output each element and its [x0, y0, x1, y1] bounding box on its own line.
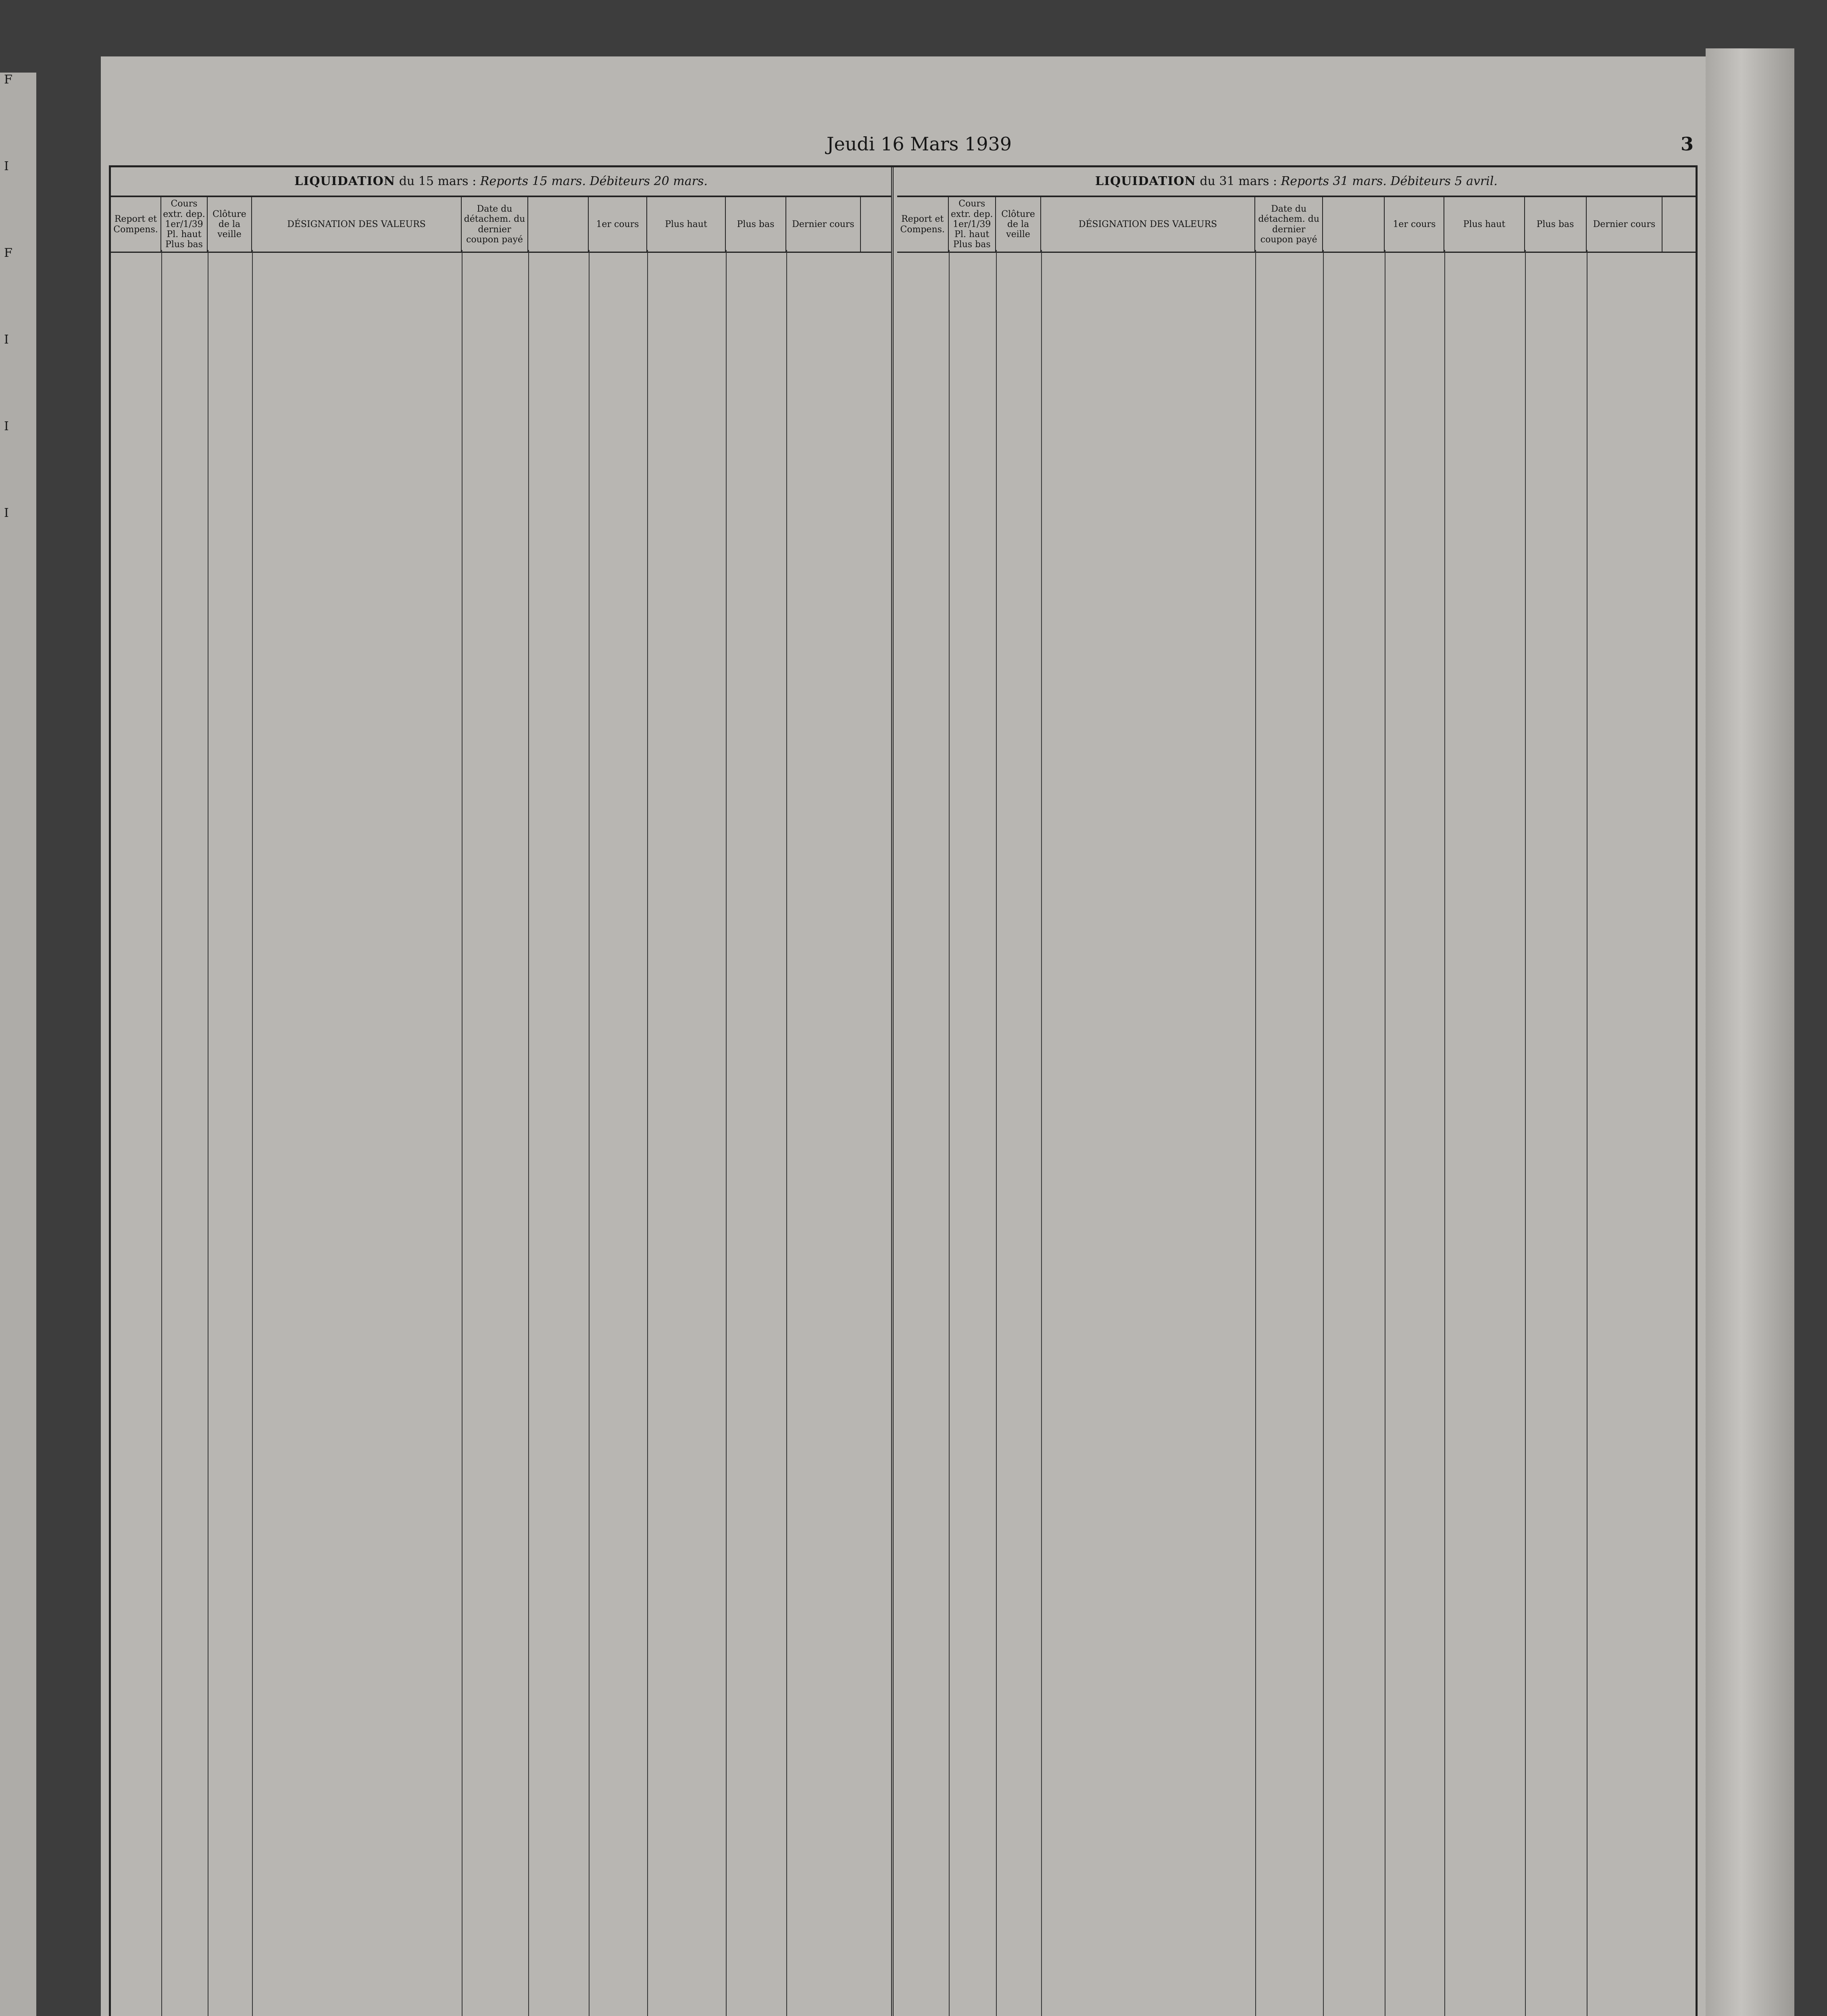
table-row	[897, 1487, 1696, 1569]
liquidation-debiteurs: Débiteurs 5 avril.	[1390, 174, 1498, 188]
column-header: 1er cours	[1385, 197, 1444, 252]
margin-mark: I	[4, 506, 9, 520]
table-row	[897, 1158, 1696, 1240]
margin-mark: I	[4, 419, 9, 433]
column-rule	[1041, 250, 1042, 2016]
column-rule	[996, 250, 997, 2016]
column-rule	[1255, 250, 1256, 2016]
column-rule	[161, 250, 162, 2016]
margin-mark: I	[4, 159, 9, 173]
column-header: Clôture de la veille	[208, 197, 252, 252]
column-header: Plus bas	[1525, 197, 1587, 252]
column-header: Report et Compens.	[897, 197, 949, 252]
column-header: Report et Compens.	[111, 197, 161, 252]
table-row	[897, 253, 1696, 335]
table-row	[897, 1733, 1696, 1816]
table-row	[897, 1816, 1696, 1898]
table-row	[111, 253, 891, 370]
table-row	[111, 1773, 891, 1890]
table-row	[111, 1422, 891, 1539]
margin-mark: F	[4, 246, 12, 260]
table-row	[897, 1651, 1696, 1733]
table-row	[111, 1071, 891, 1188]
column-rule	[786, 250, 787, 2016]
table-row	[897, 1075, 1696, 1158]
margin-mark: F	[4, 73, 12, 87]
column-header: Dernier cours	[786, 197, 861, 252]
left-page-edge	[0, 73, 36, 2016]
table-row	[897, 500, 1696, 582]
quotation-frame	[109, 165, 1698, 2016]
liquidation-date: du 15 mars :	[399, 174, 477, 188]
column-rule	[726, 250, 727, 2016]
liquidation-title: LIQUIDATION	[294, 174, 396, 188]
table-row	[897, 1898, 1696, 1980]
column-header: Plus haut	[1444, 197, 1525, 252]
column-header: Date du détachem. du dernier coupon payé	[462, 197, 528, 252]
table-row	[897, 1404, 1696, 1487]
liquidation-reports: Reports 15 mars.	[480, 174, 586, 188]
column-header: Dernier cours	[1587, 197, 1663, 252]
column-rule	[1525, 250, 1526, 2016]
liquidation-date: du 31 mars :	[1200, 174, 1277, 188]
table-row	[111, 954, 891, 1071]
column-header: Clôture de la veille	[996, 197, 1041, 252]
column-header: DÉSIGNATION DES VALEURS	[1041, 197, 1255, 252]
column-rule	[949, 250, 950, 2016]
column-header: Date du détachem. du dernier coupon payé	[1255, 197, 1323, 252]
column-header: Plus haut	[647, 197, 726, 252]
column-headers-left	[111, 197, 891, 253]
column-header: DÉSIGNATION DES VALEURS	[252, 197, 462, 252]
table-row	[897, 993, 1696, 1075]
table-row	[897, 1240, 1696, 1322]
table-row	[897, 335, 1696, 417]
table-row	[897, 417, 1696, 500]
column-header: Plus bas	[726, 197, 786, 252]
column-header	[1323, 197, 1385, 252]
liquidation-debiteurs: Débiteurs 20 mars.	[590, 174, 708, 188]
table-row	[111, 2007, 891, 2016]
liquidation-title: LIQUIDATION	[1095, 174, 1196, 188]
table-row	[111, 1305, 891, 1422]
liquidation-reports: Reports 31 mars.	[1281, 174, 1387, 188]
table-row	[111, 604, 891, 721]
table-row	[897, 1980, 1696, 2016]
column-headers-right	[897, 197, 1696, 253]
table-row	[897, 911, 1696, 993]
table-row	[111, 1188, 891, 1305]
table-row	[111, 370, 891, 487]
liquidation-header-right	[897, 167, 1696, 197]
table-row	[111, 487, 891, 604]
column-rule	[589, 250, 590, 2016]
margin-mark: I	[4, 333, 9, 347]
column-header	[528, 197, 589, 252]
page-header	[101, 133, 1694, 165]
table-row	[111, 1539, 891, 1656]
table-row	[897, 582, 1696, 664]
table-row	[897, 829, 1696, 911]
column-header: 1er cours	[589, 197, 647, 252]
table-row	[897, 746, 1696, 829]
column-header: Cours extr. dep. 1er/1/39 Pl. haut Plus bas	[161, 197, 208, 252]
column-header: Cours extr. dep. 1er/1/39 Pl. haut Plus bas	[949, 197, 996, 252]
column-rule	[1444, 250, 1445, 2016]
right-page-edge	[1706, 48, 1794, 2016]
liquidation-header-left	[111, 167, 891, 197]
table-row	[897, 1322, 1696, 1404]
table-row	[897, 664, 1696, 746]
table-row	[111, 721, 891, 837]
table-row	[111, 1890, 891, 2007]
column-rule	[1323, 250, 1324, 2016]
column-rule	[528, 250, 529, 2016]
left-half	[111, 167, 894, 2016]
table-row	[111, 837, 891, 954]
page-number: 3	[1680, 133, 1694, 155]
table-row	[897, 1569, 1696, 1651]
right-half	[897, 167, 1696, 2016]
table-row	[111, 1656, 891, 1773]
column-rule	[252, 250, 253, 2016]
page-date: Jeudi 16 Mars 1939	[827, 133, 1012, 155]
column-rule	[647, 250, 648, 2016]
